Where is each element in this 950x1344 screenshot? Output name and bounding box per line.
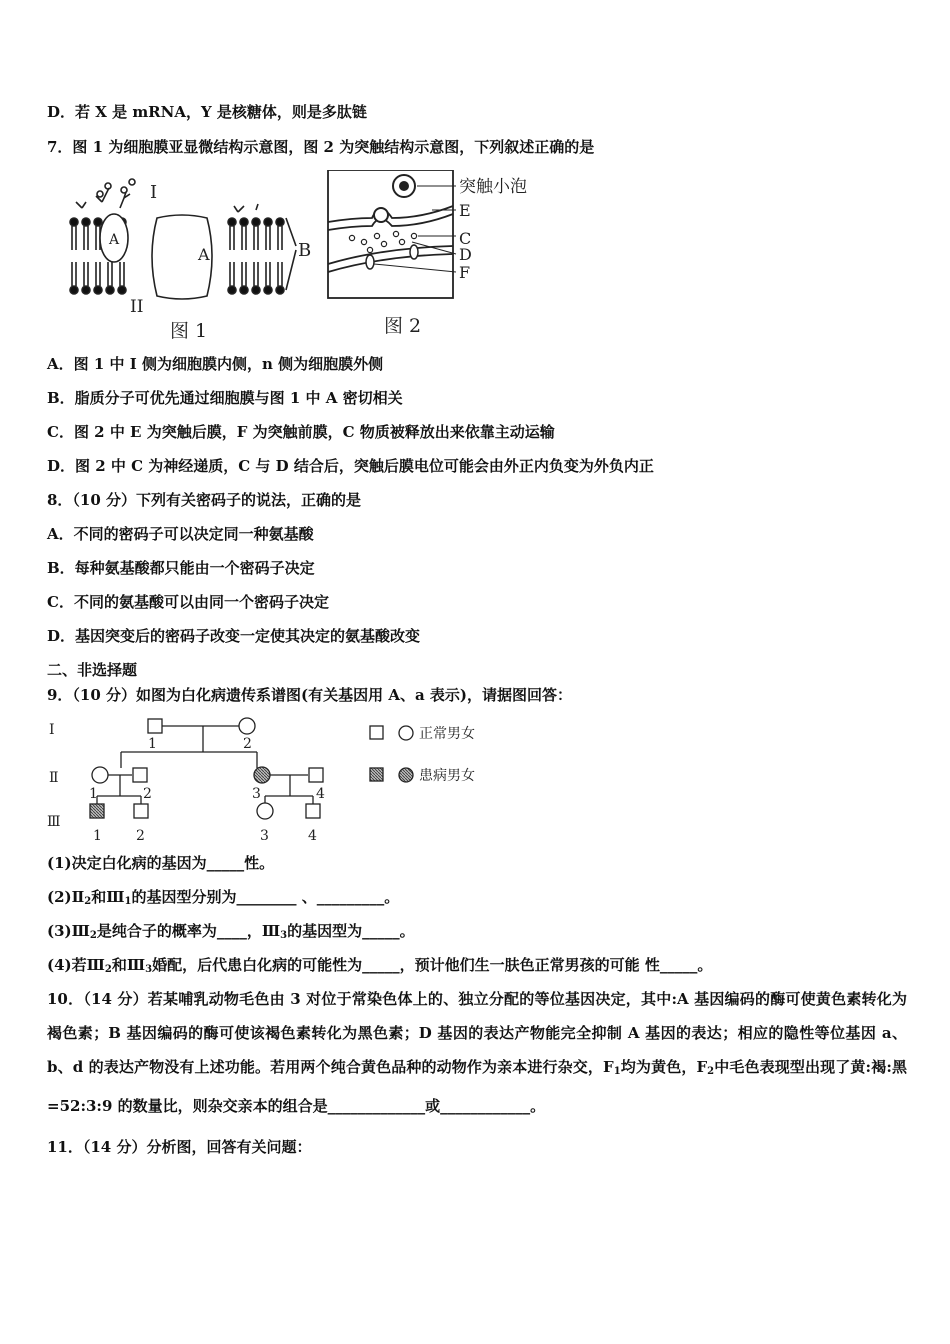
figure-2-synapse <box>322 170 537 342</box>
legend-affected-label: 患病男女 <box>419 768 475 784</box>
q7-option-c: C．图 2 中 E 为突触后膜，F 为突触前膜，C 物质被释放出来依靠主动运输 <box>47 423 555 441</box>
fig1-label-II: II <box>130 297 144 317</box>
pedigree-II-2 <box>133 768 147 782</box>
pedigree-III-1 <box>90 804 104 818</box>
q7-option-b: B．脂质分子可优先通过细胞膜与图 1 中 A 密切相关 <box>47 389 403 407</box>
q6-option-d: D．若 X 是 mRNA，Y 是核糖体，则是多肽链 <box>47 103 367 121</box>
gen-label-I: Ⅰ <box>49 722 55 738</box>
num-III-2: 2 <box>136 828 145 844</box>
pedigree-III-2 <box>134 804 148 818</box>
fig2-caption: 图 2 <box>384 315 422 337</box>
num-III-4: 4 <box>308 828 317 844</box>
fig2-label-D: D <box>459 245 472 264</box>
legend-affected-male <box>370 768 383 781</box>
fig2-label-C: C <box>459 229 472 248</box>
fig1-label-I: I <box>150 182 158 203</box>
legend-normal-label: 正常男女 <box>419 726 475 742</box>
num-I-2: 2 <box>243 736 252 752</box>
legend-normal-male <box>370 726 383 739</box>
q9-sub4: (4)若$Ⅲ_2$和$Ⅲ_3$婚配，后代患白化病的可能性为_____，预计他们生一肤色正常男孩的可能 性_____。 <box>47 956 713 975</box>
q8-option-a: A．不同的密码子可以决定同一种氨基酸 <box>47 525 314 543</box>
q9-stem: 9．（10 分）如图为白化病遗传系谱图(有关基因用 A、a 表示)，请据图回答： <box>47 686 573 704</box>
legend-normal-female <box>399 726 413 740</box>
gen-label-III: Ⅲ <box>47 814 61 830</box>
q9-sub3: $(3)Ⅲ_2$是纯合子的概率为____，$Ⅲ_3$的基因型为_____。 <box>47 922 415 941</box>
pedigree-II-1 <box>92 767 108 783</box>
q8-option-d: D．基因突变后的密码子改变一定使其决定的氨基酸改变 <box>47 627 421 645</box>
fig1-caption: 图 1 <box>170 320 208 342</box>
fig1-label-A-small: A <box>109 232 120 248</box>
legend-affected-female <box>399 768 413 782</box>
q9-sub1: (1)决定白化病的基因为_____性。 <box>47 854 275 872</box>
fig2-label-E: E <box>459 201 471 220</box>
num-II-3: 3 <box>252 786 261 802</box>
num-I-1: 1 <box>148 736 157 752</box>
num-II-2: 2 <box>143 786 152 802</box>
pedigree-III-4 <box>306 804 320 818</box>
pedigree-II-3 <box>254 767 270 783</box>
num-III-1: 1 <box>93 828 102 844</box>
pedigree-II-4 <box>309 768 323 782</box>
q9-sub2: $(2)Ⅱ_2$和$Ⅲ_1$的基因型分别为________ 、_________。 <box>47 888 400 907</box>
q8-option-b: B．每种氨基酸都只能由一个密码子决定 <box>47 559 315 577</box>
num-II-4: 4 <box>316 786 325 802</box>
figure-1-membrane <box>62 172 312 342</box>
pedigree-III-3 <box>257 803 273 819</box>
pedigree-chart <box>45 712 505 848</box>
gen-label-II: Ⅱ <box>49 770 59 786</box>
section-heading: 二、非选择题 <box>47 661 138 679</box>
fig2-label-F: F <box>459 263 471 282</box>
fig1-label-B: B <box>298 240 312 261</box>
pedigree-I-1 <box>148 719 162 733</box>
q10-text: 10．（14 分）若某哺乳动物毛色由 3 对位于常染色体上的、独立分配的等位基因决定，其中:A 基因编码的酶可使黄色素转化为褐色素；B 基因编码的酶可使该褐色素转化为黑色素；D 基因的表达产物能完全抑制 A 基因的表达；相应的隐性等位基因 a、b、d 的表达产物没有上述功能。若用两个纯合黄色品种的动物作为亲本进行杂交，$F_1$均为黄色，$F_2$中毛色表现型出现了黄:褐:黑=52:3:9 的数量比，则杂交亲本的组合是_____________或____________。 <box>47 990 907 1115</box>
q7-stem: 7．图 1 为细胞膜亚显微结构示意图，图 2 为突触结构示意图，下列叙述正确的是 <box>47 138 595 156</box>
num-III-3: 3 <box>260 828 269 844</box>
q8-option-c: C．不同的氨基酸可以由同一个密码子决定 <box>47 593 329 611</box>
fig2-vesicle-label: 突触小泡 <box>459 177 527 197</box>
q11-stem: 11．（14 分）分析图，回答有关问题： <box>47 1138 312 1156</box>
q7-option-a: A．图 1 中 I 侧为细胞膜内侧，n 侧为细胞膜外侧 <box>47 355 384 373</box>
fig1-label-A-big: A <box>198 245 210 264</box>
num-II-1: 1 <box>89 786 98 802</box>
pedigree-I-2 <box>239 718 255 734</box>
q8-stem: 8．（10 分）下列有关密码子的说法，正确的是 <box>47 491 362 509</box>
q7-option-d: D．图 2 中 C 为神经递质，C 与 D 结合后，突触后膜电位可能会由外正内负变为外负内正 <box>47 457 654 475</box>
